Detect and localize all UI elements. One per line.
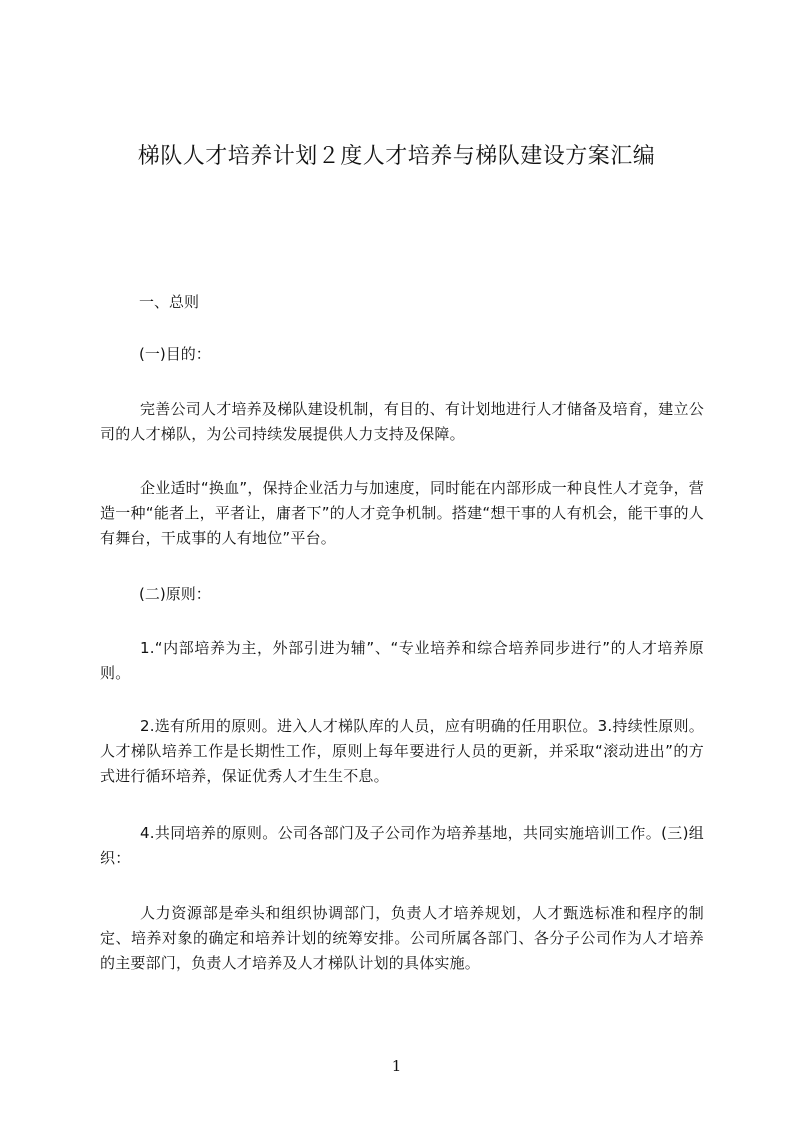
section-heading-purpose: (一)目的： (139, 345, 211, 363)
section-heading-general: 一、总则 (139, 293, 200, 311)
section-heading-principle: (二)原则： (139, 585, 211, 603)
paragraph-principle-1: 1.“内部培养为主，外部引进为辅”、“专业培养和综合培养同步进行”的人才培养原则。 (100, 639, 704, 682)
paragraph-purpose-1: 完善公司人才培养及梯队建设机制，有目的、有计划地进行人才储备及培育，建立公司的人才梯队，为公司持续发展提供人力支持及保障。 (100, 400, 704, 443)
document-title: 梯队人才培养计划２度人才培养与梯队建设方案汇编 (137, 144, 656, 169)
paragraph-principle-2: 2.选有所用的原则。进入人才梯队库的人员，应有明确的任用职位。3.持续性原则。人才梯队培养工作是长期性工作，原则上每年要进行人员的更新，并采取“滚动进出”的方式进行循环培养，保证优秀人才生生不息。 (100, 717, 704, 785)
paragraph-purpose-2: 企业适时“换血”，保持企业活力与加速度，同时能在内部形成一种良性人才竞争，营造一种“能者上，平者让，庸者下”的人才竞争机制。搭建“想干事的人有机会，能干事的人有舞台，干成事的人有地位”平台。 (100, 479, 704, 547)
paragraph-organization: 人力资源部是牵头和组织协调部门，负责人才培养规划，人才甄选标准和程序的制定、培养对象的确定和培养计划的统筹安排。公司所属各部门、各分子公司作为人才培养的主要部门，负责人才培养及人才梯队计划的具体实施。 (100, 904, 704, 972)
page-number: 1 (391, 1057, 402, 1075)
paragraph-principle-4: 4.共同培养的原则。公司各部门及子公司作为培养基地，共同实施培训工作。(三)组织： (100, 824, 704, 867)
